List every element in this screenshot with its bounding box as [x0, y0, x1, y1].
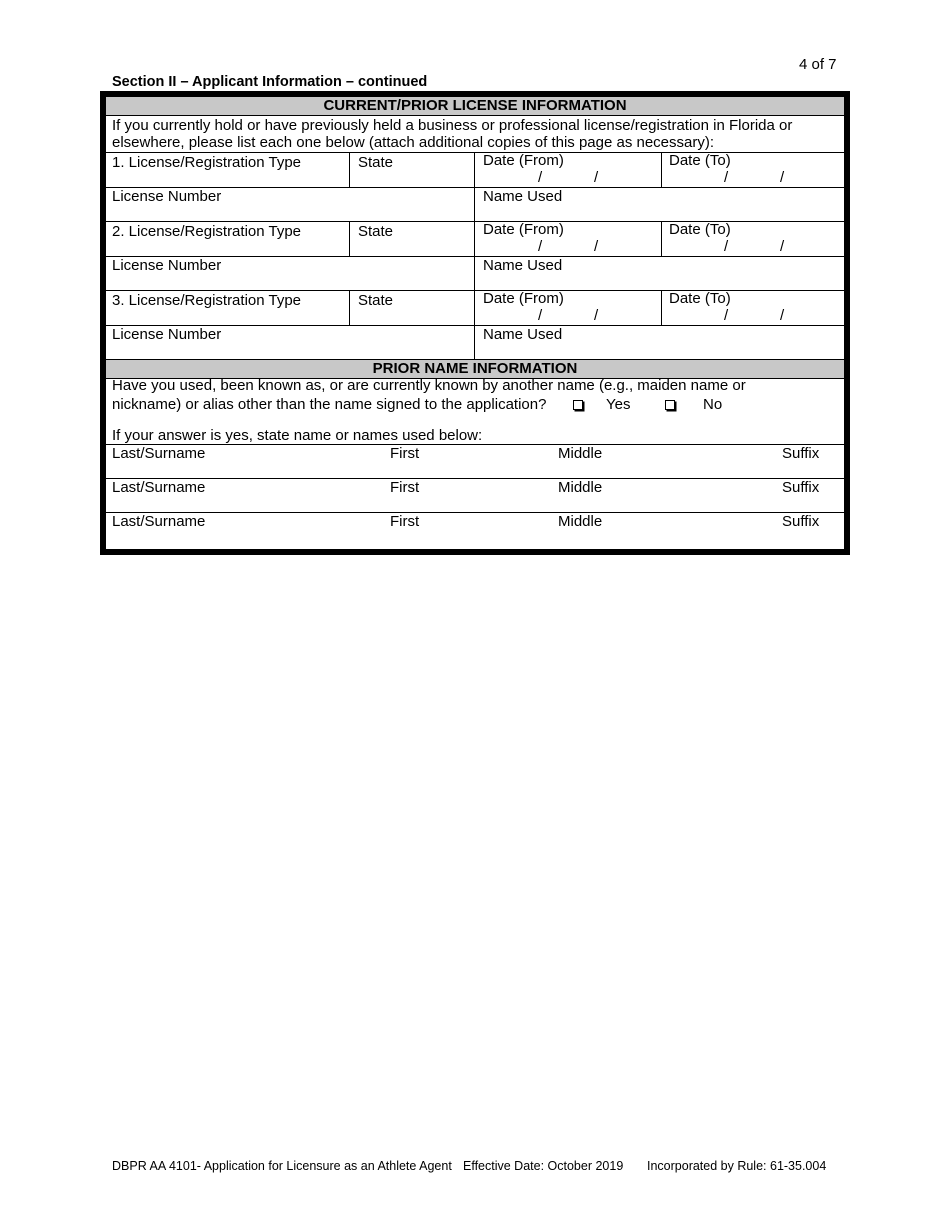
- date-to-field[interactable]: Date (To): [669, 152, 731, 169]
- suffix-field[interactable]: Suffix: [782, 513, 820, 530]
- prior-name-question-line1: Have you used, been known as, or are currently known by another name (e.g., maiden name or: [112, 377, 746, 394]
- last-name-field[interactable]: Last/Surname: [112, 479, 206, 496]
- prior-name-question: [106, 379, 844, 445]
- date-to-field[interactable]: Date (To): [669, 290, 731, 307]
- prior-name-question-line2: nickname) or alias other than the name signed to the application?: [112, 396, 547, 413]
- yes-label: Yes: [606, 396, 631, 413]
- date-separator: /: [538, 238, 543, 255]
- first-name-field[interactable]: First: [390, 479, 420, 496]
- last-name-field[interactable]: Last/Surname: [112, 445, 206, 462]
- name-row: [106, 513, 844, 549]
- prior-name-instruction: If your answer is yes, state name or names used below:: [112, 427, 483, 444]
- suffix-field[interactable]: Suffix: [782, 445, 820, 462]
- date-separator: /: [724, 238, 729, 255]
- license-entry-1-row: [106, 153, 844, 188]
- license-entry-2-row: [106, 222, 844, 257]
- middle-name-field[interactable]: Middle: [558, 513, 603, 530]
- license-instructions: [106, 116, 844, 153]
- form-table: [106, 97, 844, 549]
- last-name-field[interactable]: Last/Surname: [112, 513, 206, 530]
- first-name-field[interactable]: First: [390, 445, 420, 462]
- state-field[interactable]: State: [358, 292, 394, 309]
- middle-name-field[interactable]: Middle: [558, 445, 603, 462]
- footer-form-id: DBPR AA 4101- Application for Licensure as an Athlete Agent: [112, 1159, 452, 1173]
- no-checkbox[interactable]: [665, 400, 675, 410]
- license-entry-2-number-row: [106, 257, 844, 291]
- suffix-field[interactable]: Suffix: [782, 479, 820, 496]
- footer-effective-date: Effective Date: October 2019: [463, 1159, 624, 1173]
- name-used-field[interactable]: Name Used: [483, 257, 563, 274]
- date-to-field[interactable]: Date (To): [669, 221, 731, 238]
- license-type-field[interactable]: 1. License/Registration Type: [112, 154, 302, 171]
- date-from-field[interactable]: Date (From): [483, 152, 564, 169]
- date-from-field[interactable]: Date (From): [483, 290, 564, 307]
- license-entry-3-row: [106, 291, 844, 326]
- license-number-field[interactable]: License Number: [112, 257, 222, 274]
- license-number-field[interactable]: License Number: [112, 326, 222, 343]
- date-separator: /: [594, 169, 599, 186]
- name-row: [106, 445, 844, 479]
- date-separator: /: [594, 307, 599, 324]
- license-instructions-line1: If you currently hold or have previously held a business or professional license/registration in Florida or: [112, 117, 793, 134]
- license-type-field[interactable]: 2. License/Registration Type: [112, 223, 302, 240]
- license-type-field[interactable]: 3. License/Registration Type: [112, 292, 302, 309]
- date-separator: /: [780, 169, 785, 186]
- middle-name-field[interactable]: Middle: [558, 479, 603, 496]
- date-separator: /: [538, 307, 543, 324]
- prior-name-section-title: PRIOR NAME INFORMATION: [106, 360, 844, 379]
- date-separator: /: [780, 307, 785, 324]
- state-field[interactable]: State: [358, 223, 394, 240]
- date-separator: /: [724, 169, 729, 186]
- date-from-field[interactable]: Date (From): [483, 221, 564, 238]
- name-used-field[interactable]: Name Used: [483, 188, 563, 205]
- name-row: [106, 479, 844, 513]
- section-heading: Section II – Applicant Information – continued: [112, 74, 428, 90]
- footer-rule: Incorporated by Rule: 61-35.004: [647, 1159, 827, 1173]
- page-number: 4 of 7: [799, 56, 837, 73]
- license-instructions-line2: elsewhere, please list each one below (attach additional copies of this page as necessary):: [112, 134, 715, 151]
- no-label: No: [703, 396, 723, 413]
- license-number-field[interactable]: License Number: [112, 188, 222, 205]
- yes-checkbox[interactable]: [573, 400, 583, 410]
- date-separator: /: [780, 238, 785, 255]
- license-entry-1-number-row: [106, 188, 844, 222]
- license-entry-3-number-row: [106, 326, 844, 360]
- name-used-field[interactable]: Name Used: [483, 326, 563, 343]
- date-separator: /: [594, 238, 599, 255]
- first-name-field[interactable]: First: [390, 513, 420, 530]
- state-field[interactable]: State: [358, 154, 394, 171]
- license-section-title: CURRENT/PRIOR LICENSE INFORMATION: [106, 97, 844, 116]
- date-separator: /: [724, 307, 729, 324]
- date-separator: /: [538, 169, 543, 186]
